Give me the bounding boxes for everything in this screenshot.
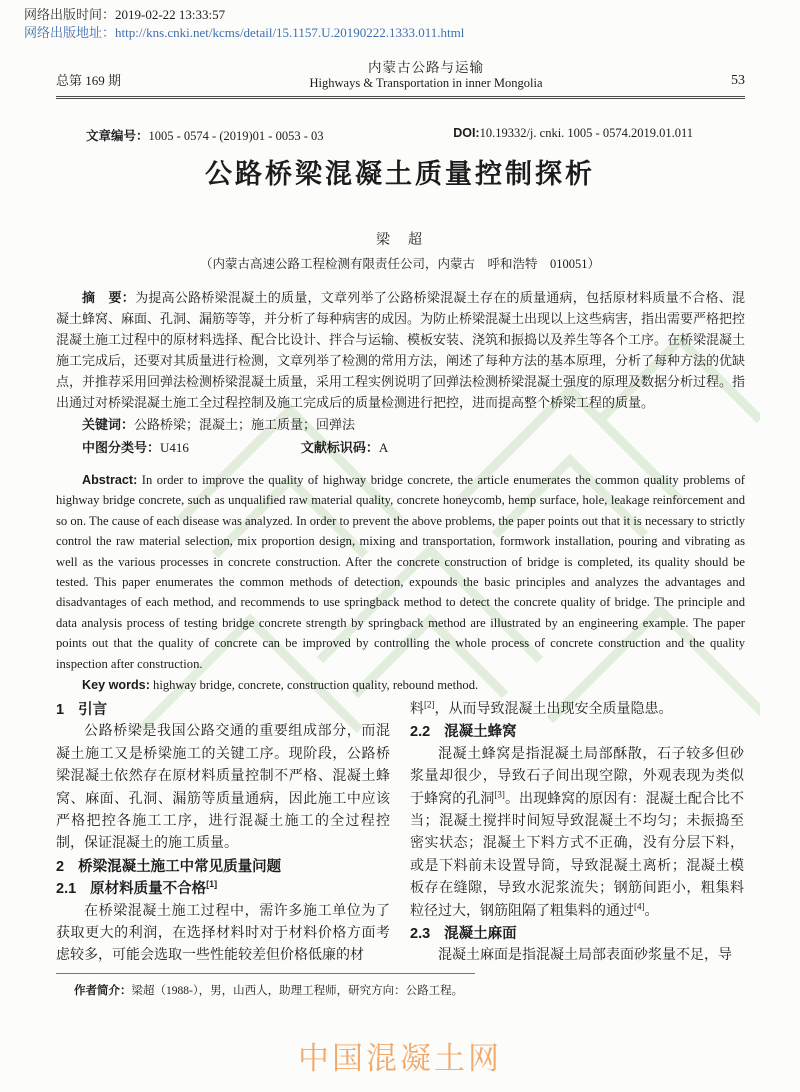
body-paragraph: 在桥梁混凝土施工过程中，需许多施工单位为了获取更大的利润，在选择材料时对于材料价格方面考虑较多，可能会选取一些性能较差但价格低廉的材 <box>56 903 390 964</box>
section-number: 2.1 <box>56 881 77 898</box>
section-number: 2.2 <box>410 724 431 741</box>
publication-time-label: 网络出版时间： <box>24 7 116 22</box>
doi <box>453 126 693 144</box>
journal-name-block <box>310 56 543 91</box>
doi-label: DOI: <box>453 126 480 140</box>
publication-info <box>24 6 464 42</box>
page-number: 53 <box>731 73 745 88</box>
issue-number: 总第 169 期 <box>56 73 122 88</box>
section-title: 引言 <box>78 702 108 718</box>
keywords-en-label: Key words: <box>82 678 150 693</box>
article-number-value: 1005 - 0574 - (2019)01 - 0053 - 03 <box>148 129 324 143</box>
body-paragraph: 混凝土蜂窝是指混凝土局部酥散，石子较多但砂浆量却很少，导致石子间出现空隙，外观表现为类似于蜂窝的孔洞[3]。出现蜂窝的原因有：混凝土配合比不当；混凝土搅拌时间短导致混凝土不均匀；未振捣至密实状态；混凝土下料方式不正确，没有分层下料，或是下料前未设置导筒，导致混凝土离析；混凝土模板存在缝隙，导致水泥浆流失；钢筋间距小，粗集料粒径过大，钢筋阻隔了粗集料的通过[4]。 <box>410 746 745 919</box>
abstract-en <box>56 470 745 674</box>
author-bio-label: 作者简介： <box>74 985 132 997</box>
section-number: 2.3 <box>410 926 431 943</box>
author-bio-text: 梁超（1988-），男，山西人，助理工程师，研究方向：公路工程。 <box>131 985 464 997</box>
section-title: 混凝土蜂窝 <box>444 724 517 741</box>
citation-ref: [2] <box>424 699 435 710</box>
clc-label: 中图分类号： <box>82 440 161 455</box>
citation-ref: [1] <box>206 879 218 890</box>
section-heading <box>56 856 390 878</box>
front-matter <box>56 287 745 695</box>
body-column-right <box>410 699 744 968</box>
body-paragraph: 混凝土麻面是指混凝土局部表面砂浆量不足，导 <box>438 948 732 964</box>
citation-ref: [4] <box>634 901 645 911</box>
doc-code-group <box>301 440 388 455</box>
author-affiliation: （内蒙古高速公路工程检测有限责任公司，内蒙古 呼和浩特 010051） <box>199 257 600 271</box>
clc-value: U416 <box>160 440 189 455</box>
clc-row <box>56 437 745 458</box>
section-number: 1 <box>56 702 65 718</box>
footnote <box>56 973 745 998</box>
section-heading <box>56 878 390 900</box>
section-title: 混凝土麻面 <box>444 926 517 943</box>
abstract-cn-text: 为提高公路桥梁混凝土的质量，文章列举了公路桥梁混凝土存在的质量通病，包括原材料质量不合格、混凝土蜂窝、麻面、孔洞、漏筋等等，并分析了每种病害的成因。为防止桥梁混凝土出现以上这些病害，指出需要严格把控混凝土施工过程中的原材料选择、配合比设计、拌合与运输、模板安装、浇筑和振捣以及养生等各个工序。在桥梁混凝土施工完成后，还要对其质量进行检测，文章列举了检测的常用方法，阐述了每种方法的基本原理，分析了每种方法的优缺点，并推荐采用回弹法检测桥梁混凝土质量，采用工程实例说明了回弹法检测桥梁混凝土强度的原理及数据分析过程。指出通过对桥梁混凝土施工全过程控制及施工完成后的质量检测进行把控，进而提高整个桥梁工程的质量。 <box>56 290 746 410</box>
keywords-en <box>56 675 745 695</box>
section-heading <box>410 923 744 945</box>
doc-code-label: 文献标识码： <box>300 440 379 455</box>
journal-name-en: Highways & Transportation in inner Mongolia <box>309 76 543 90</box>
body-columns <box>56 699 745 968</box>
abstract-en-label: Abstract: <box>82 473 138 487</box>
keywords-cn <box>56 414 745 435</box>
journal-name-cn: 内蒙古公路与运输 <box>368 60 484 75</box>
site-watermark: 中国混凝土网 <box>298 1041 502 1076</box>
publication-time-row <box>24 6 464 24</box>
body-paragraph: 公路桥梁是我国公路交通的重要组成部分，而混凝土施工又是桥梁施工的关键工序。现阶段，公路桥梁混凝土依然存在原材料质量控制不严格、混凝土蜂窝、麻面、孔洞、漏筋等质量通病，因此施工中应该严格把控各施工工序，进行混凝土施工的全过程控制，保证混凝土的施工质量。 <box>56 724 390 852</box>
publication-url-row <box>24 24 464 42</box>
publication-url-label: 网络出版地址： <box>24 25 116 40</box>
keywords-cn-label: 关键词： <box>82 417 135 432</box>
keywords-en-text: highway bridge, concrete, construction quality, rebound method. <box>153 678 479 693</box>
doi-value: 10.19332/j. cnki. 1005 - 0574.2019.01.011 <box>479 126 693 140</box>
body-paragraph: 料[2]，从而导致混凝土出现安全质量隐患。 <box>410 699 673 717</box>
body-column-left <box>56 699 390 968</box>
section-number: 2 <box>56 858 65 875</box>
citation-ref: [3] <box>494 788 505 799</box>
author-name: 梁 超 <box>376 233 424 248</box>
section-heading <box>410 721 744 743</box>
abstract-cn-label: 摘 要： <box>82 290 136 305</box>
section-title: 原材料质量不合格 <box>90 881 207 898</box>
abstract-en-text: In order to improve the quality of highway bridge concrete, the article enumerates the common quality problems of highway bridge concrete, such as unqualified raw material quality, concrete honeycomb, hemp surface, hole, leakage reinforcement and so on. The cause of each disease was analyzed. In order to prevent the above problems, the paper points out that it is necessary to strictly control the raw material selection, mix proportion design, mixing and transportation, formwork installation, pouring and vibrating as well as the various processes in concrete construction. After the concrete construction of bridge is completed, its quality should be tested. This paper enumerates the common methods of detection, expounds the basic principles and analyzes the advantages and disadvantages of each method, and recommends to use springback method to detect the concrete quality of bridge. The principle and data analysis process of testing bridge concrete strength by springback method are illustrated by an engineering example. The paper points out that the quality of concrete can be improved by controlling the whole process of concrete construction and the quality inspection after construction. <box>56 473 745 671</box>
doc-code-value: A <box>378 440 389 455</box>
journal-header <box>56 56 745 99</box>
section-heading <box>56 699 390 721</box>
author-bio <box>56 974 745 998</box>
abstract-cn <box>56 287 745 413</box>
article-number-label: 文章编号： <box>86 129 149 143</box>
article-meta-row <box>56 126 745 144</box>
publication-time-value: 2019-02-22 13:33:57 <box>115 7 226 22</box>
article-number <box>86 126 324 144</box>
article-title: 公路桥梁混凝土质量控制探析 <box>205 159 595 189</box>
section-title: 桥梁混凝土施工中常见质量问题 <box>78 858 282 875</box>
publication-url-link[interactable]: http://kns.cnki.net/kcms/detail/15.1157.U.20190222.1333.011.html <box>115 25 465 40</box>
keywords-cn-text: 公路桥梁；混凝土；施工质量；回弹法 <box>134 417 356 432</box>
